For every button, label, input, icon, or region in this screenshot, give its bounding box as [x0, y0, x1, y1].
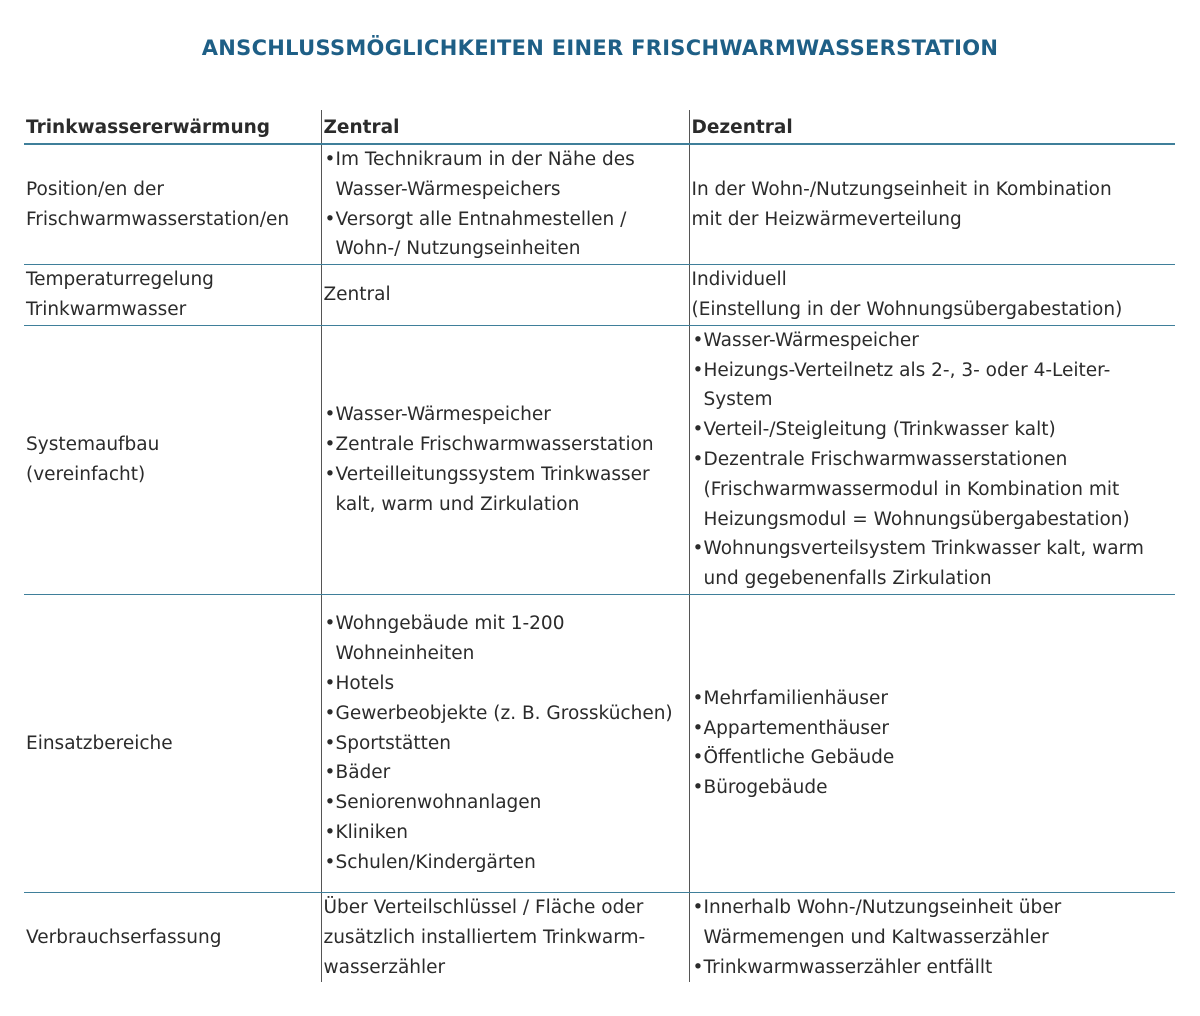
- text-line: (Einstellung in der Wohnungsübergabestation): [691, 298, 1123, 320]
- row-label-line: Einsatzbereiche: [26, 732, 173, 754]
- row-label-line: Temperaturregelung: [26, 269, 214, 291]
- bullet-item: • Trinkwarmwasserzähler entfällt: [692, 953, 1176, 983]
- zentral-cell: [321, 144, 689, 265]
- table-row: [24, 594, 1175, 892]
- bullet-item: • Verteilleitungssystem Trinkwasser kalt, warm und Zirkulation: [324, 460, 689, 520]
- bullet-item: • Zentrale Frischwarmwasserstation: [324, 430, 689, 460]
- text-line: Über Verteilschlüssel / Fläche oder: [323, 896, 644, 918]
- bullet-item: • Schulen/Kindergärten: [324, 848, 689, 878]
- zentral-cell: [321, 594, 689, 892]
- table-row: [24, 265, 1175, 326]
- bullet-item: • Gewerbeobjekte (z. B. Grossküchen): [324, 699, 689, 729]
- bullet-item: • Appartementhäuser: [692, 714, 1176, 744]
- comparison-table: [24, 110, 1175, 982]
- row-label-line: (vereinfacht): [26, 463, 146, 485]
- bullet-item: • Bürogebäude: [692, 773, 1176, 803]
- bullet-item: • Öffentliche Gebäude: [692, 743, 1176, 773]
- bullet-item: • Seniorenwohnanlagen: [324, 788, 689, 818]
- text-line: mit der Heizwärmeverteilung: [691, 208, 962, 230]
- bullet-item: • Versorgt alle Entnahmestellen / Wohn-/ Nutzungseinheiten: [324, 205, 689, 265]
- table-header-row: [24, 110, 1175, 144]
- row-label-line: Frischwarmwasserstation/en: [26, 208, 290, 230]
- row-label-line: Verbrauchserfassung: [26, 926, 222, 948]
- bullet-item: • Hotels: [324, 669, 689, 699]
- table-row: [24, 325, 1175, 594]
- row-label-cell: [24, 892, 321, 982]
- dezentral-cell: [689, 325, 1175, 594]
- text-line: zusätzlich installiertem Trinkwarm-: [323, 926, 646, 948]
- bullet-item: • Wohngebäude mit 1-200 Wohneinheiten: [324, 609, 689, 669]
- row-label-cell: [24, 265, 321, 326]
- header-dezentral: Dezentral: [689, 110, 1175, 144]
- text-line: wasserzähler: [323, 956, 446, 978]
- row-label-line: Trinkwarmwasser: [26, 298, 187, 320]
- page-title: ANSCHLUSSMÖGLICHKEITEN EINER FRISCHWARMWASSERSTATION: [201, 36, 999, 60]
- bullet-item: • Im Technikraum in der Nähe des Wasser-Wärmespeichers: [324, 145, 689, 205]
- table-row: [24, 892, 1175, 982]
- bullet-item: • Wohnungsverteilsystem Trinkwasser kalt, warm und gegebenenfalls Zirkulation: [692, 534, 1176, 594]
- zentral-cell: [321, 325, 689, 594]
- zentral-cell: [321, 265, 689, 326]
- bullet-item: • Mehrfamilienhäuser: [692, 684, 1176, 714]
- header-zentral: Zentral: [321, 110, 689, 144]
- bullet-item: • Wasser-Wärmespeicher: [324, 400, 689, 430]
- table-row: [24, 144, 1175, 265]
- row-label-cell: [24, 594, 321, 892]
- bullet-item: • Wasser-Wärmespeicher: [692, 326, 1176, 356]
- dezentral-cell: [689, 892, 1175, 982]
- row-label-line: Systemaufbau: [26, 434, 160, 456]
- bullet-item: • Sportstätten: [324, 729, 689, 759]
- header-trinkwassererwaermung: Trinkwassererwärmung: [24, 110, 321, 144]
- text-line: In der Wohn-/Nutzungseinheit in Kombination: [691, 178, 1112, 200]
- dezentral-cell: [689, 594, 1175, 892]
- bullet-item: • Innerhalb Wohn-/Nutzungseinheit über Wärmemengen und Kaltwasserzähler: [692, 893, 1176, 953]
- bullet-item: • Heizungs-Verteilnetz als 2-, 3- oder 4-Leiter-System: [692, 356, 1176, 416]
- zentral-cell: [321, 892, 689, 982]
- text-line: Zentral: [323, 284, 391, 306]
- bullet-item: • Verteil-/Steigleitung (Trinkwasser kalt): [692, 415, 1176, 445]
- bullet-item: • Bäder: [324, 758, 689, 788]
- dezentral-cell: [689, 265, 1175, 326]
- bullet-item: • Kliniken: [324, 818, 689, 848]
- bullet-item: • Dezentrale Frischwarmwasserstationen (Frischwarmwassermodul in Kombination mit Heizungsmodul = Wohnungsübergabestation): [692, 445, 1176, 534]
- dezentral-cell: [689, 144, 1175, 265]
- row-label-line: Position/en der: [26, 178, 164, 200]
- row-label-cell: [24, 144, 321, 265]
- text-line: Individuell: [691, 269, 787, 291]
- row-label-cell: [24, 325, 321, 594]
